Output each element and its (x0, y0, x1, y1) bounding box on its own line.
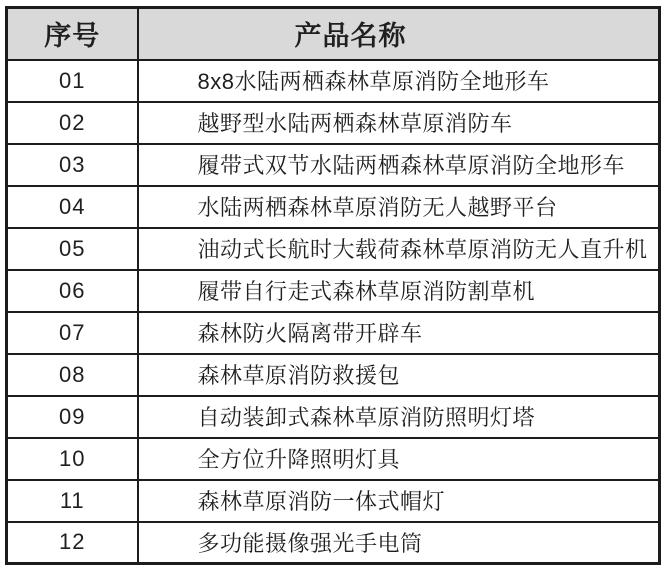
table-row (7, 228, 660, 270)
table-row (7, 396, 660, 438)
table-row (7, 438, 660, 480)
product-name-cell: 履带自行走式森林草原消防割草机 (138, 270, 660, 312)
product-name-cell: 自动装卸式森林草原消防照明灯塔 (138, 396, 660, 438)
product-name-cell: 森林防火隔离带开辟车 (138, 312, 660, 354)
table-row (7, 186, 660, 228)
product-name-cell: 8x8水陆两栖森林草原消防全地形车 (138, 60, 660, 102)
row-number-cell: 06 (7, 270, 138, 312)
header-serial-number: 序号 (7, 8, 138, 60)
row-number-cell: 11 (7, 480, 138, 522)
product-name-cell: 森林草原消防一体式帽灯 (138, 480, 660, 522)
product-name-cell: 油动式长航时大载荷森林草原消防无人直升机 (138, 228, 660, 270)
product-name-cell: 全方位升降照明灯具 (138, 438, 660, 480)
row-number-cell: 08 (7, 354, 138, 396)
product-name-cell: 多功能摄像强光手电筒 (138, 522, 660, 564)
table-row (7, 102, 660, 144)
table-row (7, 480, 660, 522)
table-row (7, 60, 660, 102)
row-number-cell: 02 (7, 102, 138, 144)
header-product-name: 产品名称 (138, 8, 660, 60)
product-name-cell: 森林草原消防救援包 (138, 354, 660, 396)
product-name-cell: 水陆两栖森林草原消防无人越野平台 (138, 186, 660, 228)
row-number-cell: 01 (7, 60, 138, 102)
row-number-cell: 03 (7, 144, 138, 186)
row-number-cell: 07 (7, 312, 138, 354)
table-row (7, 522, 660, 564)
row-number-cell: 05 (7, 228, 138, 270)
row-number-cell: 12 (7, 522, 138, 564)
product-name-cell: 履带式双节水陆两栖森林草原消防全地形车 (138, 144, 660, 186)
product-table (5, 6, 661, 565)
product-name-cell: 越野型水陆两栖森林草原消防车 (138, 102, 660, 144)
table-row (7, 270, 660, 312)
row-number-cell: 04 (7, 186, 138, 228)
row-number-cell: 10 (7, 438, 138, 480)
table-row (7, 354, 660, 396)
table-row (7, 312, 660, 354)
table-row (7, 144, 660, 186)
row-number-cell: 09 (7, 396, 138, 438)
table-header-row (7, 8, 660, 60)
